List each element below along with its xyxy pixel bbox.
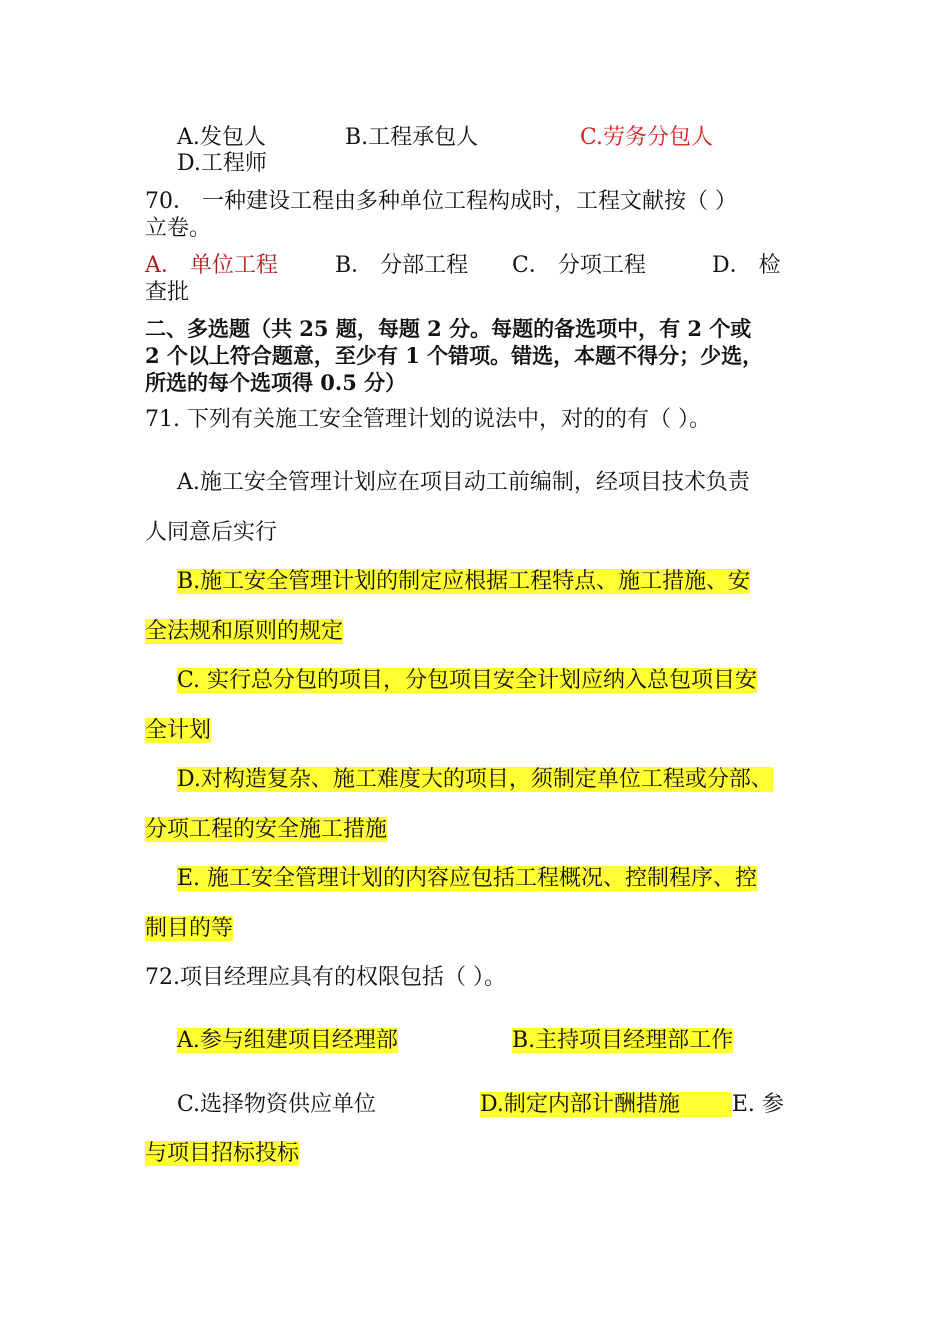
q71-option-a-line2: 人同意后实行	[145, 520, 278, 545]
q70-option-d-cont: 查批	[145, 280, 190, 305]
q71-option-c-line1: C. 实行总分包的项目，分包项目安全计划应纳入总包项目安	[177, 668, 758, 693]
q72-option-e-line1: E. 参	[731, 1092, 784, 1117]
q69-option-c: C.劳务分包人	[580, 125, 714, 150]
q69-option-b: B.工程承包人	[345, 125, 479, 150]
q71-option-e-line1: E. 施工安全管理计划的内容应包括工程概况、控制程序、控	[177, 866, 758, 891]
section-heading-line1: 二、多选题（共 25 题，每题 2 分。每题的备选项中，有 2 个或	[145, 316, 752, 341]
q71-option-d-line1: D.对构造复杂、施工难度大的项目，须制定单位工程或分部、	[177, 767, 773, 792]
q72-option-a: A.参与组建项目经理部	[177, 1028, 398, 1053]
q72-option-c: C.选择物资供应单位	[177, 1092, 377, 1117]
q71-option-b-line2: 全法规和原则的规定	[145, 619, 344, 644]
q70-stem-line2: 立卷。	[145, 216, 212, 241]
q72-option-e-line2: 与项目招标投标	[145, 1141, 300, 1166]
q71-option-e-line2: 制目的等	[145, 916, 234, 941]
q70-option-a: A． 单位工程	[145, 253, 278, 278]
section-heading-line3: 所选的每个选项得 0.5 分）	[145, 370, 407, 395]
q70-stem-line1: 70． 一种建设工程由多种单位工程构成时，工程文献按（ ）	[145, 189, 737, 214]
q72-option-b: B.主持项目经理部工作	[512, 1028, 734, 1053]
q72-stem: 72.项目经理应具有的权限包括（ ）。	[145, 965, 506, 990]
q70-option-c: C． 分项工程	[512, 253, 646, 278]
q69-option-d: D.工程师	[177, 151, 267, 176]
q71-option-d-line2: 分项工程的安全施工措施	[145, 817, 388, 842]
q69-option-a: A.发包人	[177, 125, 266, 150]
q71-option-a-line1: A.施工安全管理计划应在项目动工前编制，经项目技术负责	[177, 470, 750, 495]
q72-option-d: D.制定内部计酬措施	[480, 1092, 732, 1117]
q70-option-b: B． 分部工程	[335, 253, 469, 278]
q71-stem: 71. 下列有关施工安全管理计划的说法中，对的的有（ ）。	[145, 407, 711, 432]
section-heading-line2: 2 个以上符合题意，至少有 1 个错项。错选，本题不得分；少选，	[145, 343, 764, 368]
q71-option-c-line2: 全计划	[145, 718, 212, 743]
q71-option-b-line1: B.施工安全管理计划的制定应根据工程特点、施工措施、安	[177, 569, 751, 594]
q70-option-d: D． 检	[712, 253, 781, 278]
